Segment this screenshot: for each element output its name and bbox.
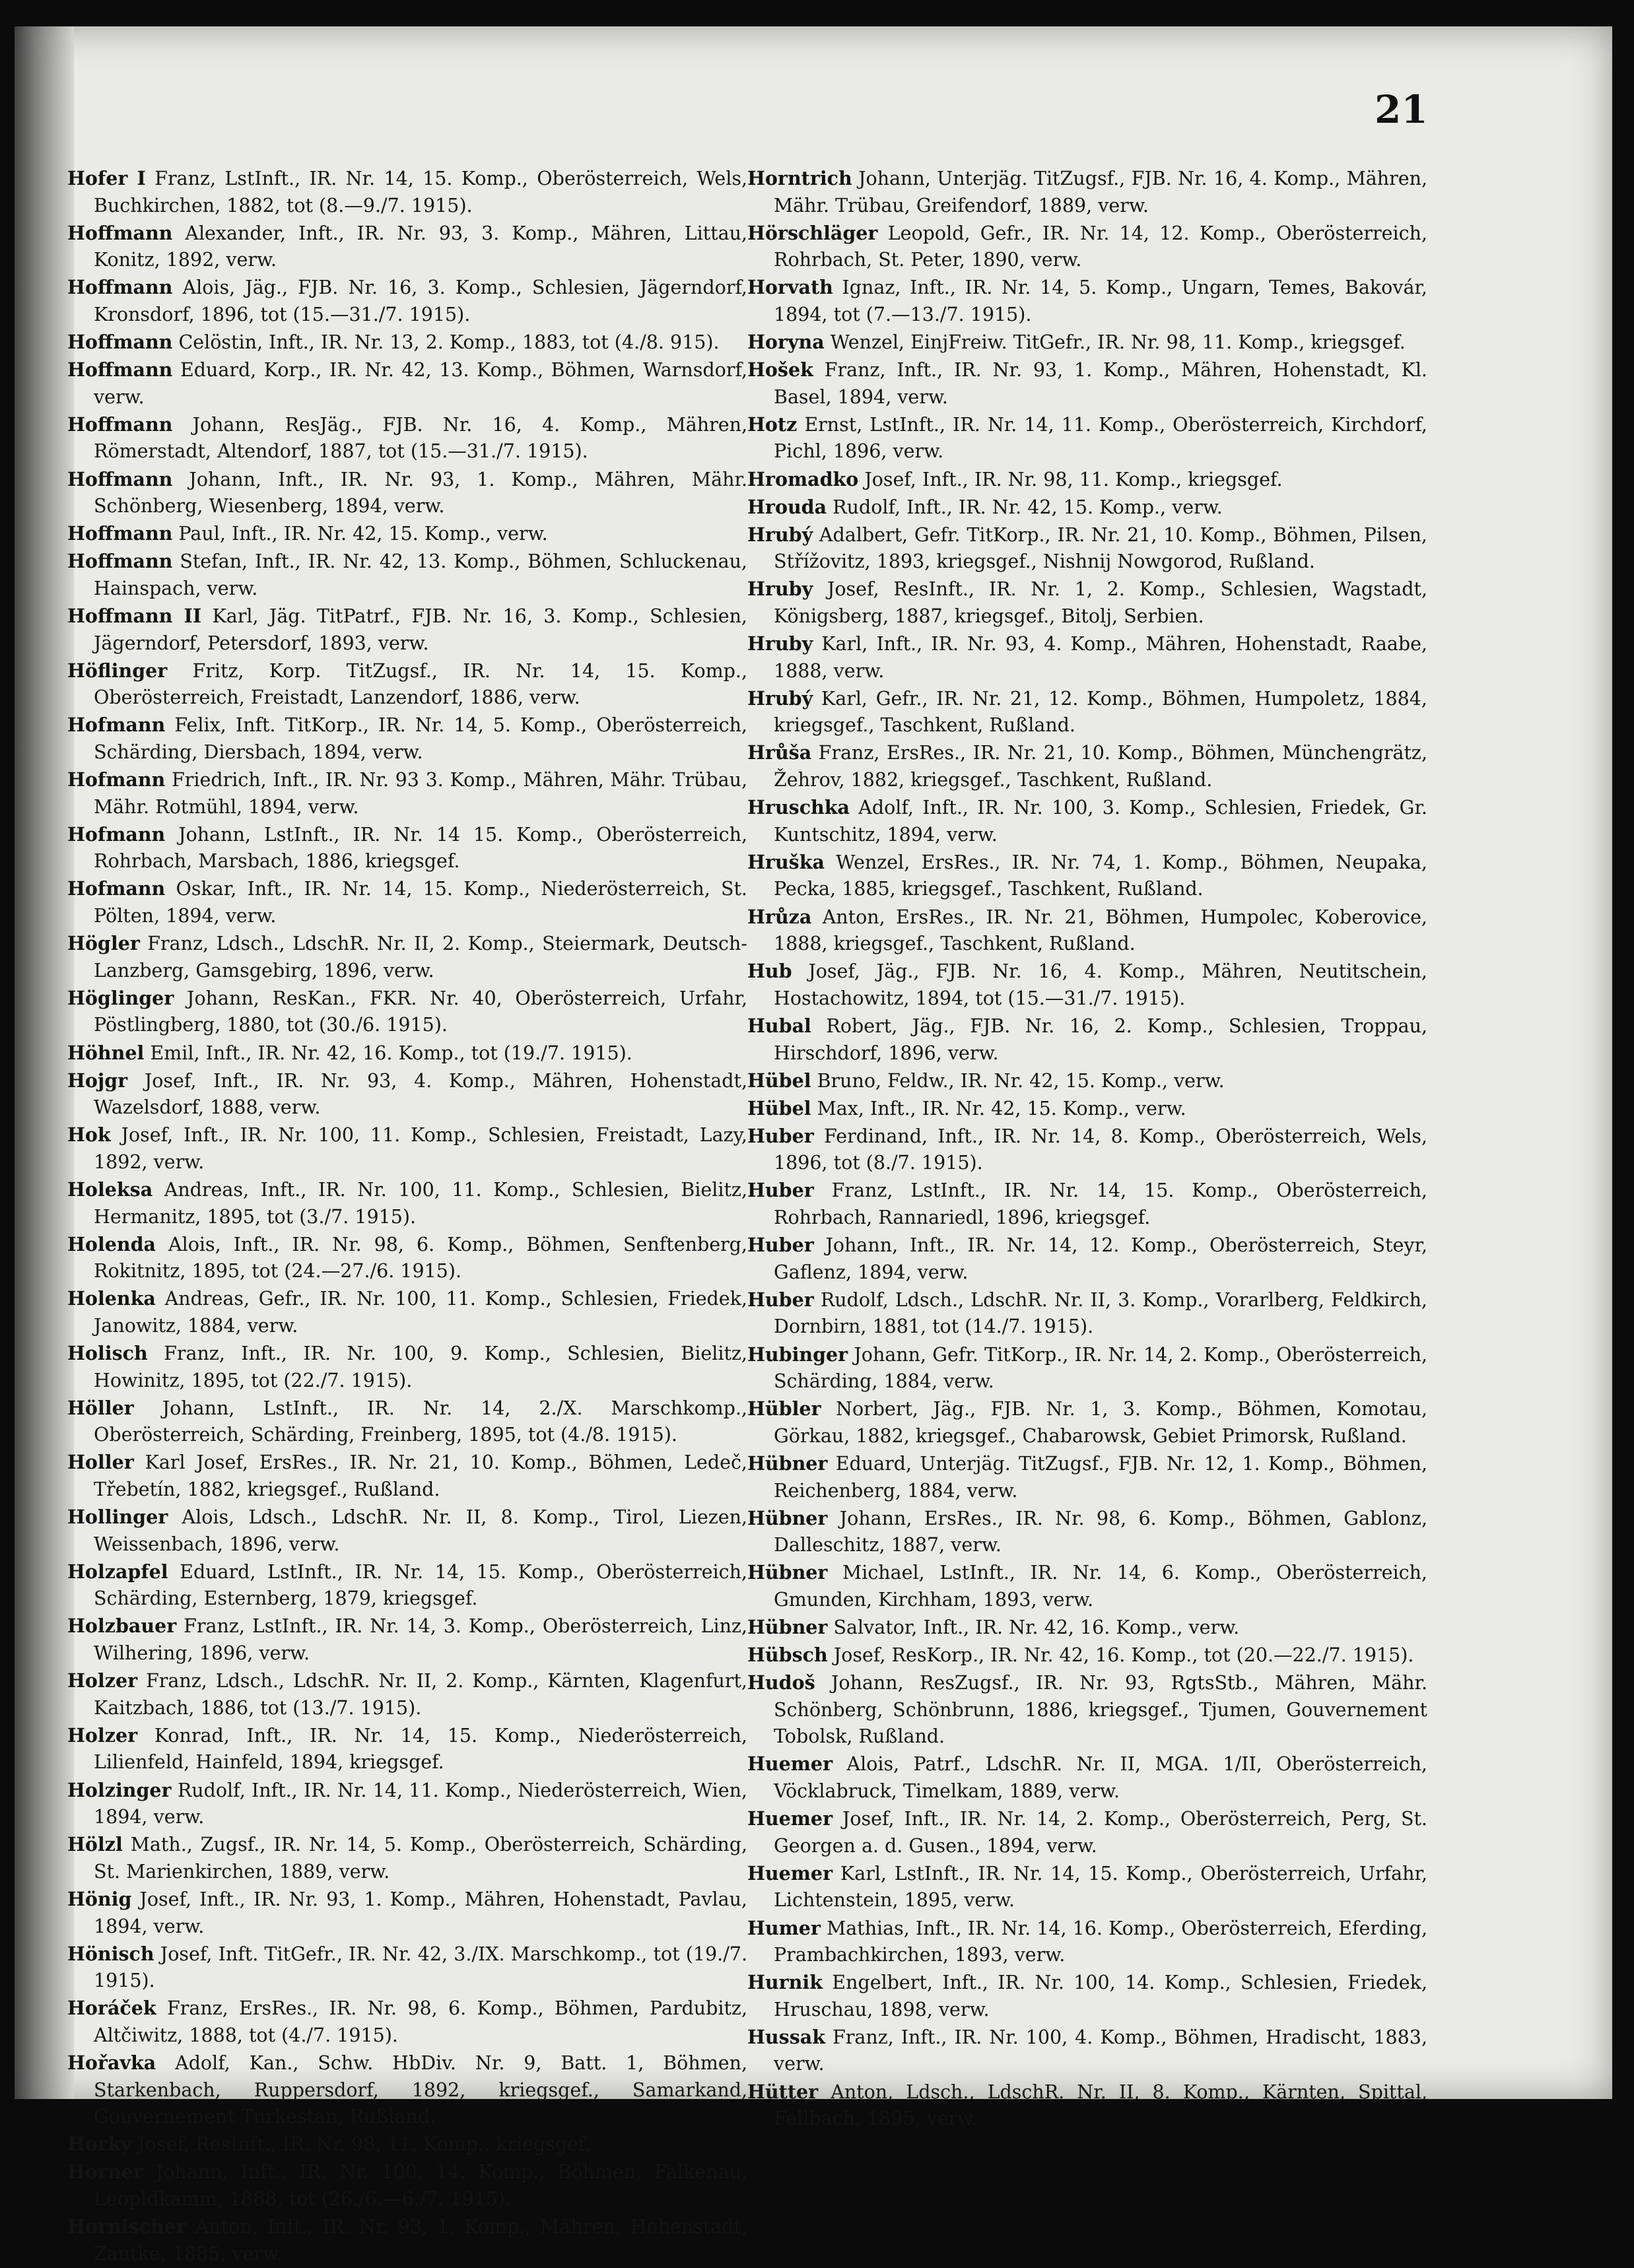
entry-surname: Hošek — [747, 358, 813, 382]
entry-surname: Hořavka — [67, 2051, 156, 2074]
casualty-entry — [747, 1860, 1427, 1914]
entry-surname: Hofmann — [67, 822, 166, 846]
entry-surname: Hönig — [67, 1887, 132, 1910]
entry-surname: Hübner — [747, 1451, 828, 1475]
casualty-entry — [67, 2213, 747, 2267]
entry-surname: Hussak — [747, 2025, 825, 2048]
entry-details: Franz, Inft., IR. Nr. 100, 9. Komp., Schlesien, Bielitz, Howinitz, 1895, tot (22./7. 1915). — [94, 1343, 747, 1391]
entry-surname: Höflinger — [67, 659, 168, 682]
casualty-entry — [747, 1669, 1427, 1751]
entry-details: Josef, ResInft., IR. Nr. 1, 2. Komp., Schlesien, Wagstadt, Königsberg, 1887, kriegsgef., Bitolj, Serbien. — [774, 578, 1427, 627]
casualty-entry — [747, 1177, 1427, 1231]
casualty-entry — [747, 1395, 1427, 1450]
entry-surname: Hrůša — [747, 741, 812, 764]
entry-details: Friedrich, Inft., IR. Nr. 93 3. Komp., Mähren, Mähr. Trübau, Mähr. Rotmühl, 1894, verw. — [94, 769, 747, 818]
entry-details: Johann, LstInft., IR. Nr. 14 15. Komp., Oberösterreich, Rohrbach, Marsbach, 1886, kriegsgef. — [94, 823, 747, 873]
entry-surname: Hrouda — [747, 495, 827, 518]
casualty-entry — [747, 1123, 1427, 1177]
casualty-entry — [747, 849, 1427, 903]
entry-details: Franz, ErsRes., IR. Nr. 98, 6. Komp., Böhmen, Pardubitz, Altčiwitz, 1888, tot (4./7. 1915). — [94, 1997, 747, 2046]
entry-surname: Hruby — [747, 632, 813, 655]
entry-surname: Högler — [67, 932, 140, 955]
entry-details: Rudolf, Inft., IR. Nr. 14, 11. Komp., Niederösterreich, Wien, 1894, verw. — [94, 1779, 747, 1828]
entry-surname: Huemer — [747, 1861, 833, 1884]
entry-details: Johann, Unterjäg. TitZugsf., FJB. Nr. 16, 4. Komp., Mähren, Mähr. Trübau, Greifendorf, 1889, verw. — [774, 168, 1428, 217]
casualty-entry — [67, 821, 747, 875]
entry-details: Johann, LstInft., IR. Nr. 14, 2./X. Marschkomp., Oberösterreich, Schärding, Freinberg, 1895, tot (4./8. 1915). — [94, 1397, 747, 1446]
entry-surname: Hölzl — [67, 1833, 123, 1856]
entry-details: Math., Zugsf., IR. Nr. 14, 5. Komp., Oberösterreich, Schärding, St. Marienkirchen, 1889, verw. — [94, 1834, 748, 1883]
entry-surname: Hubal — [747, 1014, 811, 1037]
casualty-entry — [67, 274, 747, 328]
right-column — [747, 165, 1427, 2133]
entry-details: Alois, Patrf., LdschR. Nr. II, MGA. 1/II, Oberösterreich, Vöcklabruck, Timelkam, 1889, verw. — [774, 1753, 1427, 1803]
entry-details: Eduard, LstInft., IR. Nr. 14, 15. Komp., Oberösterreich, Schärding, Esternberg, 1879, kriegsgef. — [94, 1560, 747, 1610]
entry-surname: Hrůza — [747, 905, 812, 928]
casualty-entry — [747, 1450, 1427, 1504]
entry-surname: Hofmann — [67, 877, 166, 900]
casualty-entry — [747, 1915, 1427, 1969]
entry-details: Mathias, Inft., IR. Nr. 14, 16. Komp., Oberösterreich, Eferding, Prambachkirchen, 1893, verw. — [774, 1917, 1428, 1966]
entry-surname: Höglinger — [67, 986, 174, 1009]
entry-details: Alois, Jäg., FJB. Nr. 16, 3. Komp., Schlesien, Jägerndorf, Kronsdorf, 1896, tot (15.—31./7. 1915). — [94, 277, 747, 325]
casualty-entry — [67, 2131, 747, 2158]
casualty-entry — [747, 1642, 1427, 1669]
entry-surname: Hoffmann — [67, 358, 173, 382]
entry-details: Josef, Inft., IR. Nr. 14, 2. Komp., Oberösterreich, Perg, St. Georgen a. d. Gusen., 1894, verw. — [774, 1808, 1427, 1857]
entry-surname: Hoffmann — [67, 550, 173, 573]
page-number: 21 — [1375, 87, 1428, 132]
casualty-entry — [67, 1886, 747, 1940]
casualty-entry — [747, 1751, 1427, 1805]
entry-details: Oskar, Inft., IR. Nr. 14, 15. Komp., Niederösterreich, St. Pölten, 1894, verw. — [94, 878, 747, 927]
entry-details: Celöstin, Inft., IR. Nr. 13, 2. Komp., 1883, tot (4./8. 915). — [178, 331, 720, 354]
entry-details: Max, Inft., IR. Nr. 42, 15. Komp., verw. — [817, 1097, 1186, 1119]
entry-details: Franz, Inft., IR. Nr. 93, 1. Komp., Mähren, Hohenstadt, Kl. Basel, 1894, verw. — [774, 359, 1427, 408]
casualty-entry — [67, 165, 747, 219]
entry-details: Leopold, Gefr., IR. Nr. 14, 12. Komp., Oberösterreich, Rohrbach, St. Peter, 1890, verw. — [774, 222, 1427, 271]
casualty-entry — [67, 520, 747, 548]
casualty-entry — [747, 2024, 1427, 2078]
casualty-entry — [747, 576, 1427, 630]
entry-surname: Hübler — [747, 1397, 821, 1420]
entry-surname: Horvath — [747, 276, 833, 299]
casualty-entry — [747, 521, 1427, 576]
casualty-entry — [67, 411, 747, 465]
casualty-entry — [747, 739, 1427, 793]
entry-surname: Holzbauer — [67, 1615, 177, 1638]
casualty-entry — [67, 657, 747, 712]
casualty-entry — [747, 165, 1427, 219]
casualty-entry — [67, 1995, 747, 2049]
entry-surname: Horyna — [747, 331, 825, 354]
entry-surname: Hörschläger — [747, 221, 878, 244]
entry-surname: Hoffmann — [67, 467, 173, 490]
entry-details: Emil, Inft., IR. Nr. 42, 16. Komp., tot (19./7. 1915). — [150, 1042, 632, 1064]
casualty-entry — [67, 1067, 747, 1121]
entry-surname: Hoffmann II — [67, 605, 202, 627]
casualty-entry — [747, 1559, 1427, 1613]
entry-surname: Humer — [747, 1916, 821, 1939]
entry-details: Wenzel, EinjFreiw. TitGefr., IR. Nr. 98, 11. Komp., kriegsgef. — [830, 331, 1406, 354]
casualty-entry — [747, 466, 1427, 494]
entry-surname: Hrubý — [747, 523, 813, 546]
casualty-entry — [67, 1176, 747, 1230]
casualty-entry — [747, 958, 1427, 1012]
entry-surname: Holenka — [67, 1287, 156, 1310]
casualty-entry — [67, 1395, 747, 1449]
entry-surname: Holenda — [67, 1232, 156, 1255]
entry-surname: Huemer — [747, 1752, 833, 1776]
entry-details: Adolf, Kan., Schw. HbDiv. Nr. 9, Batt. 1, Böhmen, Starkenbach, Ruppersdorf, 1892, kriegsgef., Samarkand, Gouvernement Turkestan, Rußland. — [94, 2051, 748, 2128]
casualty-entry — [747, 329, 1427, 356]
entry-details: Engelbert, Inft., IR. Nr. 100, 14. Komp., Schlesien, Friedek, Hruschau, 1898, verw. — [774, 1972, 1428, 2020]
casualty-entry — [67, 1613, 747, 1667]
casualty-entry — [747, 274, 1427, 328]
casualty-entry — [67, 1040, 747, 1067]
page-binding-shadow — [15, 26, 74, 2099]
entry-details: Karl, LstInft., IR. Nr. 14, 15. Komp., Oberösterreich, Urfahr, Lichtenstein, 1895, verw. — [774, 1862, 1427, 1912]
entry-surname: Hofer I — [67, 167, 146, 189]
casualty-entry — [747, 685, 1427, 739]
casualty-entry — [67, 220, 747, 274]
casualty-entry — [747, 356, 1427, 411]
casualty-entry — [67, 603, 747, 657]
casualty-entry — [67, 875, 747, 929]
casualty-entry — [67, 2158, 747, 2213]
casualty-entry — [747, 2079, 1427, 2133]
casualty-entry — [747, 1067, 1427, 1095]
entry-surname: Holzer — [67, 1723, 138, 1747]
entry-details: Josef, Inft. TitGefr., IR. Nr. 42, 3./IX. Marschkomp., tot (19./7. 1915). — [94, 1943, 748, 1992]
casualty-entry — [747, 1095, 1427, 1123]
entry-surname: Hübner — [747, 1615, 828, 1638]
entry-details: Ignaz, Inft., IR. Nr. 14, 5. Komp., Ungarn, Temes, Bakovár, 1894, tot (7.—13./7. 1915). — [774, 277, 1427, 325]
entry-details: Michael, LstInft., IR. Nr. 14, 6. Komp., Oberösterreich, Gmunden, Kirchham, 1893, verw. — [774, 1562, 1427, 1611]
entry-details: Rudolf, Inft., IR. Nr. 42, 15. Komp., verw. — [833, 496, 1223, 518]
casualty-entry — [67, 356, 747, 411]
entry-details: Alexander, Inft., IR. Nr. 93, 3. Komp., Mähren, Littau, Konitz, 1892, verw. — [94, 222, 747, 271]
entry-surname: Horner — [67, 2160, 143, 2184]
casualty-entry — [747, 220, 1427, 274]
entry-details: Johann, Gefr. TitKorp., IR. Nr. 14, 2. Komp., Oberösterreich, Schärding, 1884, verw. — [774, 1343, 1427, 1393]
casualty-entry — [747, 630, 1427, 684]
entry-surname: Hoffmann — [67, 331, 173, 354]
entry-details: Franz, Inft., IR. Nr. 100, 4. Komp., Böhmen, Hradischt, 1883, verw. — [774, 2026, 1428, 2075]
entry-surname: Huber — [747, 1234, 814, 1257]
entry-surname: Hub — [747, 960, 792, 983]
casualty-entry — [67, 766, 747, 820]
entry-surname: Horáček — [67, 1997, 156, 2020]
entry-surname: Hotz — [747, 413, 798, 436]
entry-surname: Hübner — [747, 1506, 828, 1529]
casualty-entry — [67, 466, 747, 520]
entry-surname: Holisch — [67, 1342, 148, 1365]
entry-details: Anton, ErsRes., IR. Nr. 21, Böhmen, Humpolec, Koberovice, 1888, kriegsgef., Taschkent, Rußland. — [774, 906, 1427, 955]
entry-surname: Holzinger — [67, 1778, 172, 1801]
entry-details: Adolf, Inft., IR. Nr. 100, 3. Komp., Schlesien, Friedek, Gr. Kuntschitz, 1894, verw. — [774, 797, 1427, 846]
entry-details: Johann, Inft., IR. Nr. 14, 12. Komp., Oberösterreich, Steyr, Gaflenz, 1894, verw. — [774, 1234, 1427, 1283]
entry-details: Alois, Inft., IR. Nr. 98, 6. Komp., Böhmen, Senftenberg, Rokitnitz, 1895, tot (24.—27./6. 1915). — [94, 1233, 747, 1283]
entry-details: Josef, Inft., IR. Nr. 98, 11. Komp., kriegsgef. — [864, 468, 1283, 490]
entry-surname: Hruška — [747, 850, 825, 873]
casualty-entry — [67, 1121, 747, 1176]
entry-surname: Hornischer — [67, 2215, 186, 2238]
casualty-entry — [747, 794, 1427, 848]
entry-surname: Höller — [67, 1396, 134, 1419]
entry-details: Bruno, Feldw., IR. Nr. 42, 15. Komp., verw. — [817, 1069, 1225, 1092]
entry-surname: Hruby — [747, 578, 813, 601]
entry-surname: Huber — [747, 1288, 814, 1311]
entry-surname: Hübel — [747, 1096, 811, 1119]
entry-surname: Hübel — [747, 1069, 811, 1092]
entry-details: Franz, LstInft., IR. Nr. 14, 3. Komp., Oberösterreich, Linz, Wilhering, 1896, verw. — [94, 1615, 747, 1665]
entry-surname: Holeksa — [67, 1178, 153, 1201]
entry-surname: Hütter — [747, 2080, 819, 2103]
casualty-entry — [747, 1805, 1427, 1859]
entry-details: Adalbert, Gefr. TitKorp., IR. Nr. 21, 10. Komp., Böhmen, Pilsen, Střížovitz, 1893, kriegsgef., Nishnij Nowgorod, Rußland. — [774, 523, 1427, 573]
casualty-entry — [67, 1558, 747, 1613]
entry-surname: Huemer — [747, 1807, 833, 1830]
entry-surname: Hönisch — [67, 1942, 154, 1965]
entry-surname: Hollinger — [67, 1506, 168, 1529]
casualty-entry — [67, 1941, 747, 1995]
casualty-entry — [747, 494, 1427, 521]
entry-details: Johann, ResJäg., FJB. Nr. 16, 4. Komp., Mähren, Römerstadt, Altendorf, 1887, tot (15.—31./7. 1915). — [94, 413, 747, 463]
entry-details: Franz, Ldsch., LdschR. Nr. II, 2. Komp., Kärnten, Klagenfurt, Kaitzbach, 1886, tot (13./7. 1915). — [94, 1670, 747, 1719]
entry-surname: Hojgr — [67, 1069, 128, 1092]
entry-surname: Hubinger — [747, 1343, 848, 1366]
entry-details: Konrad, Inft., IR. Nr. 14, 15. Komp., Niederösterreich, Lilienfeld, Hainfeld, 1894, kriegsgef. — [94, 1724, 747, 1774]
entry-details: Anton, Inft., IR. Nr. 93, 1. Komp., Mähren, Hohenstadt, Zautke, 1885, verw. — [94, 2216, 747, 2265]
entry-details: Paul, Inft., IR. Nr. 42, 15. Komp., verw. — [178, 523, 548, 545]
casualty-entry — [747, 1286, 1427, 1341]
entry-surname: Huber — [747, 1124, 814, 1147]
entry-details: Franz, Ldsch., LdschR. Nr. II, 2. Komp., Steiermark, Deutsch-Lanzberg, Gamsgebirg, 1896, verw. — [94, 933, 747, 982]
casualty-entry — [67, 1285, 747, 1339]
entry-details: Johann, ErsRes., IR. Nr. 98, 6. Komp., Böhmen, Gablonz, Dalleschitz, 1887, verw. — [774, 1507, 1428, 1556]
entry-surname: Hudoš — [747, 1671, 815, 1694]
casualty-entry — [747, 411, 1427, 465]
entry-details: Robert, Jäg., FJB. Nr. 16, 2. Komp., Schlesien, Troppau, Hirschdorf, 1896, verw. — [774, 1015, 1427, 1064]
entry-details: Johann, ResZugsf., IR. Nr. 93, RgtsStb., Mähren, Mähr. Schönberg, Schönbrunn, 1886, kriegsgef., Tjumen, Gouvernement Tobolsk, Rußland. — [774, 1672, 1428, 1748]
casualty-entry — [747, 1232, 1427, 1286]
left-column — [67, 165, 747, 2268]
entry-surname: Hoffmann — [67, 413, 173, 436]
entry-details: Wenzel, ErsRes., IR. Nr. 74, 1. Komp., Böhmen, Neupaka, Pecka, 1885, kriegsgef., Taschkent, Rußland. — [774, 851, 1427, 900]
casualty-entry — [67, 1340, 747, 1394]
casualty-entry — [67, 712, 747, 766]
casualty-entry — [747, 1341, 1427, 1395]
entry-details: Josef, Jäg., FJB. Nr. 16, 4. Komp., Mähren, Neutitschein, Hostachowitz, 1894, tot (15.—31./7. 1915). — [774, 960, 1427, 1009]
casualty-entry — [747, 1505, 1427, 1559]
entry-details: Franz, LstInft., IR. Nr. 14, 15. Komp., Oberösterreich, Rohrbach, Rannariedl, 1896, kriegsgef. — [774, 1180, 1427, 1229]
entry-surname: Hurnik — [747, 1971, 823, 1994]
entry-details: Josef, Inft., IR. Nr. 93, 4. Komp., Mähren, Hohenstadt, Wazelsdorf, 1888, verw. — [94, 1069, 748, 1119]
casualty-entry — [67, 2050, 747, 2131]
casualty-entry — [747, 1013, 1427, 1067]
scanned-page — [15, 26, 1612, 2265]
casualty-entry — [67, 329, 747, 356]
casualty-entry — [67, 1777, 747, 1831]
entry-surname: Hromadko — [747, 467, 859, 490]
casualty-entry — [67, 1667, 747, 1721]
entry-details: Salvator, Inft., IR. Nr. 42, 16. Komp., verw. — [833, 1616, 1240, 1638]
entry-details: Karl, Gefr., IR. Nr. 21, 12. Komp., Böhmen, Humpoletz, 1884, kriegsgef., Taschkent, Rußland. — [774, 687, 1427, 737]
entry-surname: Hok — [67, 1123, 111, 1147]
casualty-entry — [67, 930, 747, 984]
entry-surname: Hofmann — [67, 714, 166, 737]
entry-surname: Hruschka — [747, 796, 850, 819]
entry-surname: Horky — [67, 2133, 132, 2156]
entry-surname: Hofmann — [67, 768, 166, 791]
entry-details: Josef, ResKorp., IR. Nr. 42, 16. Komp., tot (20.—22./7. 1915). — [833, 1644, 1414, 1667]
entry-details: Franz, LstInft., IR. Nr. 14, 15. Komp., Oberösterreich, Wels, Buchkirchen, 1882, tot (8.—9./7. 1915). — [94, 168, 747, 217]
entry-details: Rudolf, Ldsch., LdschR. Nr. II, 3. Komp., Vorarlberg, Feldkirch, Dornbirn, 1881, tot (14./7. 1915). — [774, 1288, 1427, 1338]
entry-details: Johann, Inft., IR. Nr. 100, 14. Komp., Böhmen, Falkenau, Leopldkamm, 1888, tot (26./6.—6./7. 1915). — [94, 2161, 748, 2210]
entry-details: Felix, Inft. TitKorp., IR. Nr. 14, 5. Komp., Oberösterreich, Schärding, Diersbach, 1894, verw. — [94, 714, 747, 763]
entry-details: Alois, Ldsch., LdschR. Nr. II, 8. Komp., Tirol, Liezen, Weissenbach, 1896, verw. — [94, 1506, 747, 1555]
entry-surname: Hrubý — [747, 686, 813, 710]
entry-surname: Hoffmann — [67, 276, 173, 299]
casualty-entry — [747, 1614, 1427, 1642]
entry-surname: Hoffmann — [67, 522, 173, 545]
entry-surname: Hoffmann — [67, 221, 173, 244]
entry-surname: Holzapfel — [67, 1560, 168, 1583]
casualty-entry — [747, 1969, 1427, 2023]
entry-details: Eduard, Unterjäg. TitZugsf., FJB. Nr. 12, 1. Komp., Böhmen, Reichenberg, 1884, verw. — [774, 1452, 1428, 1502]
entry-details: Ferdinand, Inft., IR. Nr. 14, 8. Komp., Oberösterreich, Wels, 1896, tot (8./7. 1915). — [774, 1125, 1428, 1174]
casualty-entry — [67, 1504, 747, 1558]
entry-details: Stefan, Inft., IR. Nr. 42, 13. Komp., Böhmen, Schluckenau, Hainspach, verw. — [94, 550, 747, 599]
casualty-entry — [67, 1449, 747, 1503]
entry-details: Andreas, Inft., IR. Nr. 100, 11. Komp., Schlesien, Bielitz, Hermanitz, 1895, tot (3./7. 1915). — [94, 1178, 748, 1228]
casualty-entry — [67, 1831, 747, 1885]
entry-details: Karl Josef, ErsRes., IR. Nr. 21, 10. Komp., Böhmen, Ledeč, Třebetín, 1882, kriegsgef., Rußland. — [94, 1451, 747, 1500]
casualty-entry — [67, 548, 747, 602]
entry-details: Eduard, Korp., IR. Nr. 42, 13. Komp., Böhmen, Warnsdorf, verw. — [94, 359, 748, 408]
entry-details: Ernst, LstInft., IR. Nr. 14, 11. Komp., Oberösterreich, Kirchdorf, Pichl, 1896, verw. — [774, 413, 1427, 463]
entry-details: Josef, Inft., IR. Nr. 93, 1. Komp., Mähren, Hohenstadt, Pavlau, 1894, verw. — [94, 1888, 747, 1937]
entry-details: Franz, ErsRes., IR. Nr. 21, 10. Komp., Böhmen, Münchengrätz, Žehrov, 1882, kriegsgef., Taschkent, Rußland. — [774, 742, 1428, 791]
entry-surname: Hübsch — [747, 1644, 828, 1667]
entry-details: Fritz, Korp. TitZugsf., IR. Nr. 14, 15. Komp., Oberösterreich, Freistadt, Lanzendorf, 1886, verw. — [94, 659, 748, 709]
entry-details: Andreas, Gefr., IR. Nr. 100, 11. Komp., Schlesien, Friedek, Janowitz, 1884, verw. — [94, 1288, 747, 1337]
casualty-entry — [67, 1722, 747, 1776]
entry-surname: Hübner — [747, 1561, 828, 1584]
casualty-entry — [747, 904, 1427, 958]
casualty-entry — [67, 985, 747, 1039]
entry-surname: Huber — [747, 1179, 814, 1202]
casualty-entry — [67, 1231, 747, 1285]
entry-surname: Holzer — [67, 1669, 138, 1692]
entry-details: Josef, ResInft., IR. Nr. 98, 11. Komp., kriegsgef. — [137, 2133, 591, 2156]
entry-details: Karl, Jäg. TitPatrf., FJB. Nr. 16, 3. Komp., Schlesien, Jägerndorf, Petersdorf, 1893, verw. — [94, 605, 747, 654]
entry-details: Johann, ResKan., FKR. Nr. 40, Oberösterreich, Urfahr, Pöstlingberg, 1880, tot (30./6. 1915). — [94, 987, 748, 1036]
entry-surname: Höhnel — [67, 1041, 145, 1064]
entry-surname: Horntrich — [747, 167, 852, 189]
entry-surname: Holler — [67, 1451, 134, 1474]
entry-details: Johann, Inft., IR. Nr. 93, 1. Komp., Mähren, Mähr. Schönberg, Wiesenberg, 1894, verw. — [94, 468, 747, 517]
entry-details: Karl, Inft., IR. Nr. 93, 4. Komp., Mähren, Hohenstadt, Raabe, 1888, verw. — [774, 633, 1427, 682]
entry-details: Norbert, Jäg., FJB. Nr. 1, 3. Komp., Böhmen, Komotau, Görkau, 1882, kriegsgef., Chabarowsk, Gebiet Primorsk, Rußland. — [774, 1398, 1427, 1447]
entry-details: Josef, Inft., IR. Nr. 100, 11. Komp., Schlesien, Freistadt, Lazy, 1892, verw. — [94, 1124, 747, 1173]
entry-details: Anton, Ldsch., LdschR. Nr. II, 8. Komp., Kärnten, Spittal, Fellbach, 1895, verw. — [774, 2081, 1428, 2130]
